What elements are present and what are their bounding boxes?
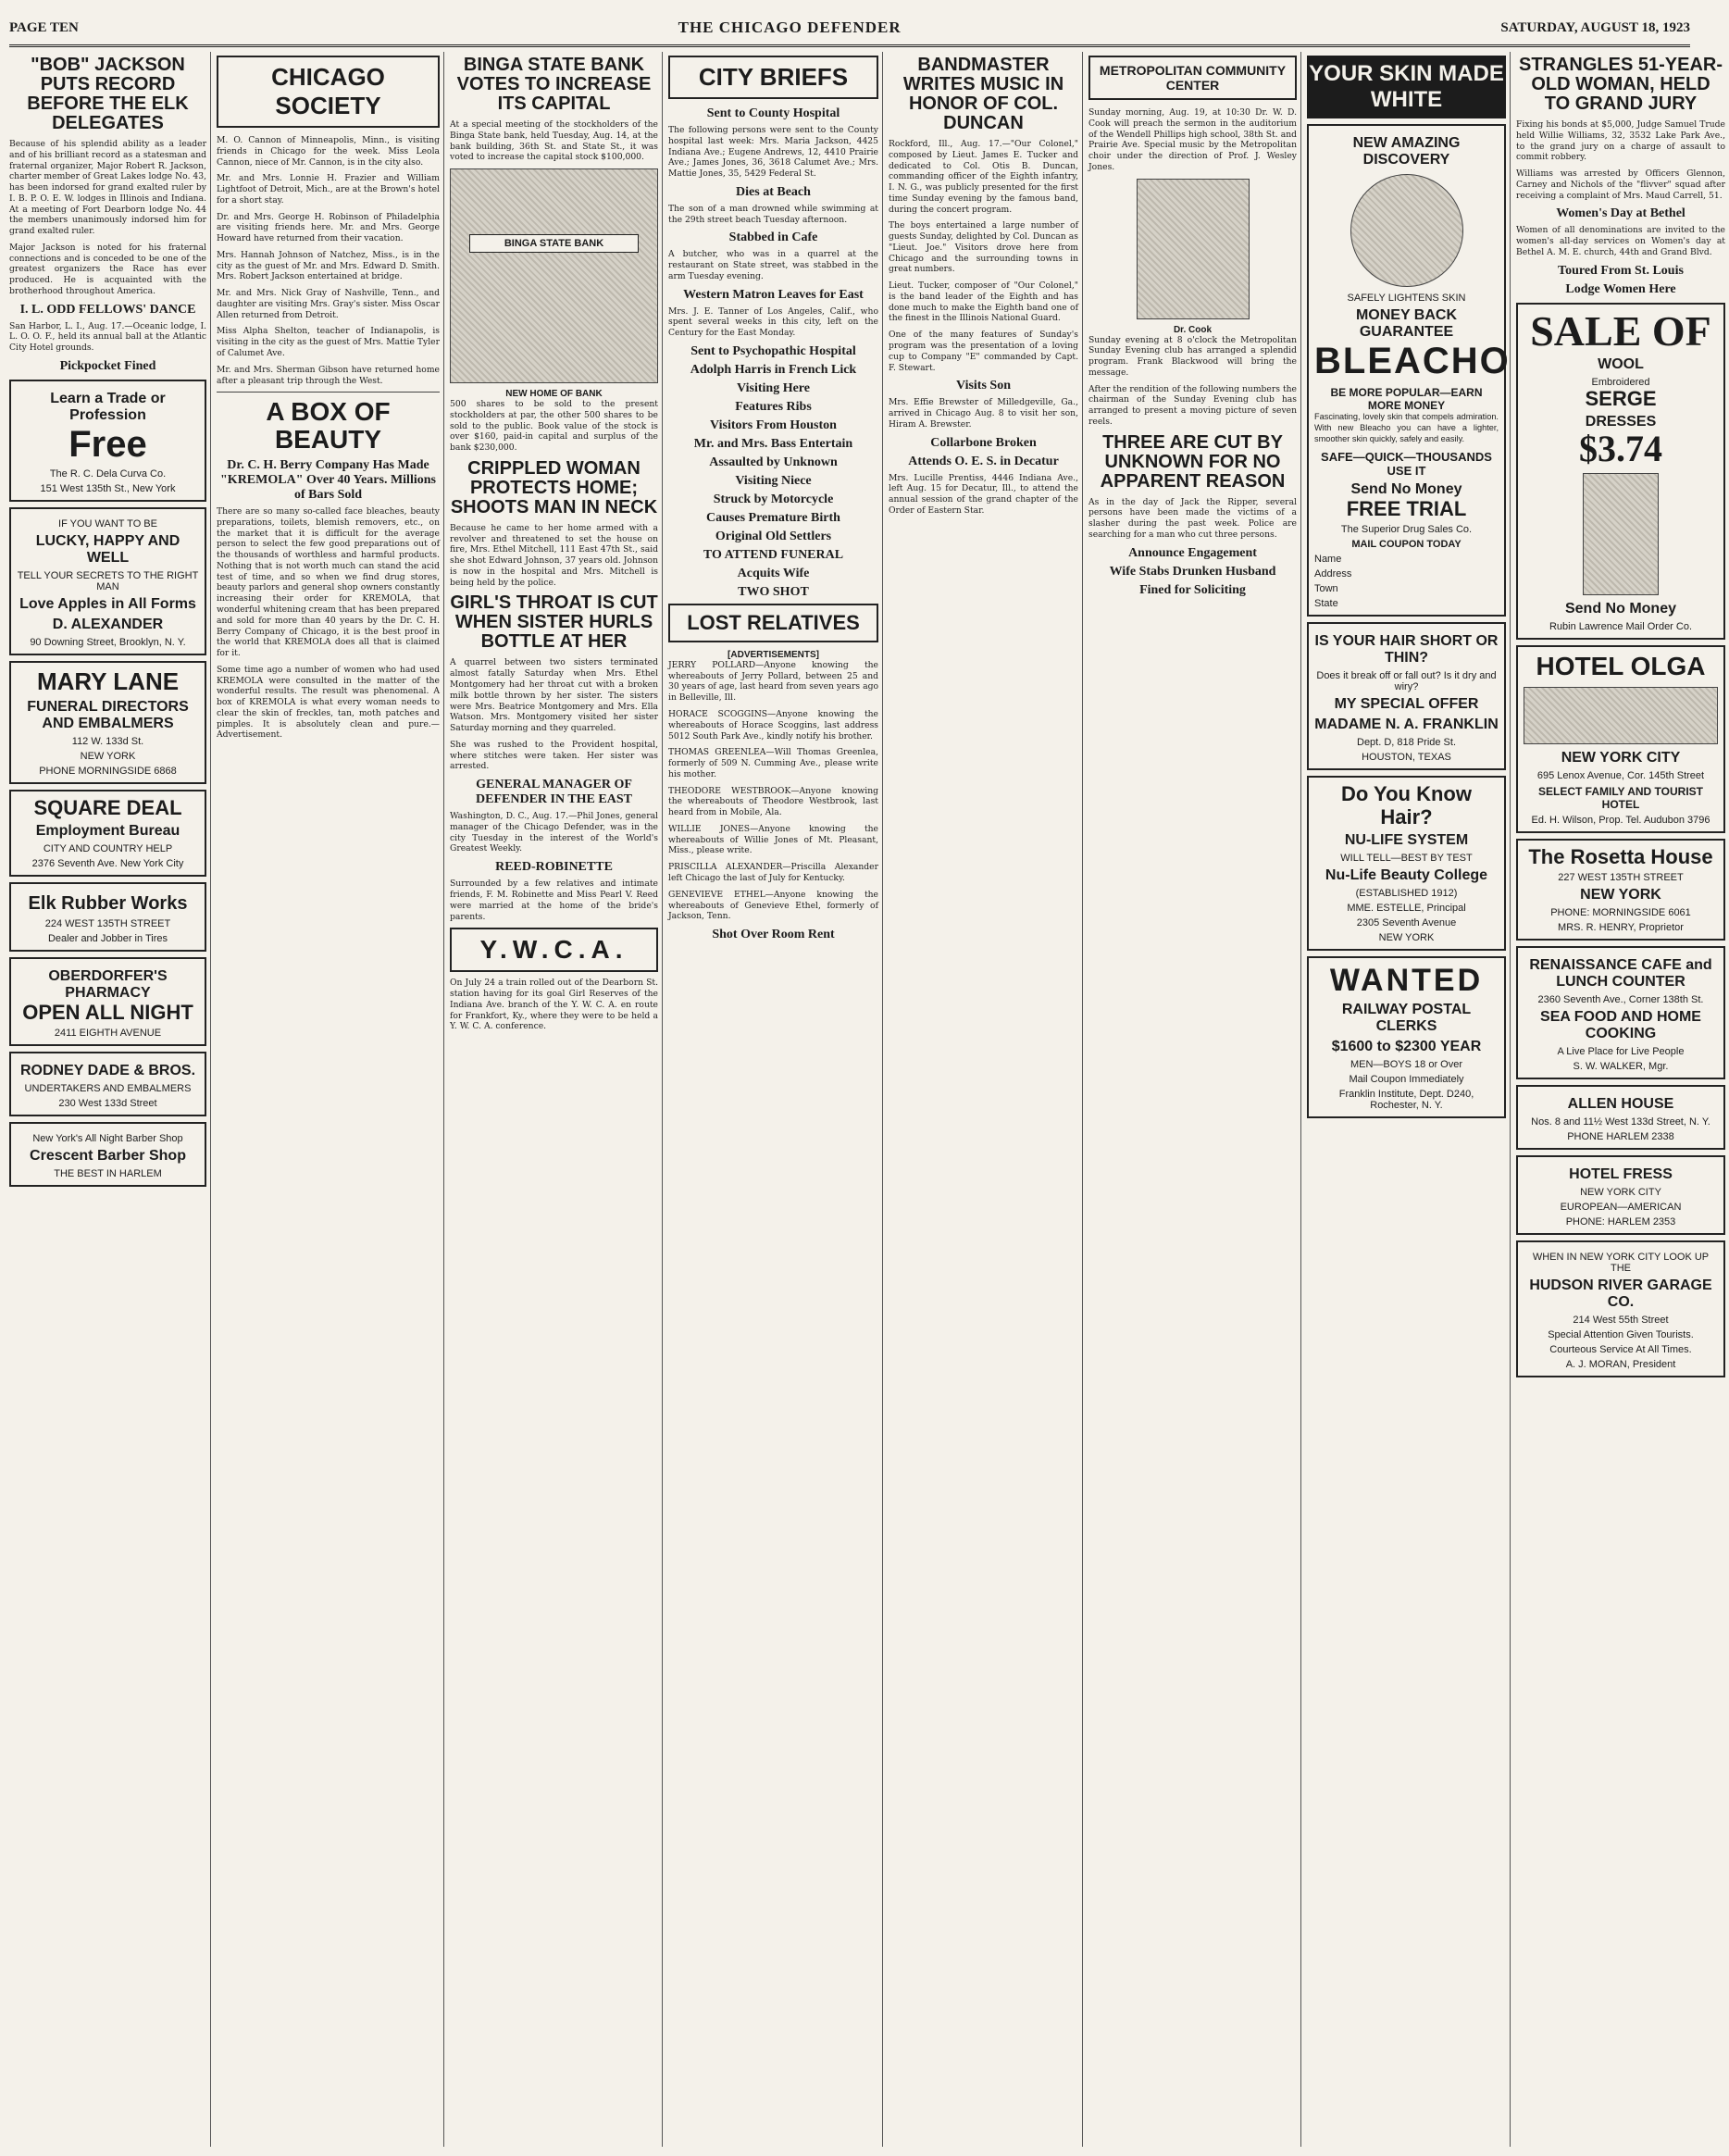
article-text: The boys entertained a large number of guests Sunday, delighted by Col. Duncan as "Lieut. Joe." Visitors drove here from Chicago and the surrounding towns in great numbers. <box>889 220 1078 275</box>
ad-line: Learn a Trade or Profession <box>50 391 166 424</box>
article-text: Surrounded by a few relatives and intimate friends, F. M. Robinette and Miss Pearl V. Reed were married at the home of the bride's parents. <box>450 879 658 922</box>
ad-line: PHONE: MORNINGSIDE 6061 <box>1550 906 1691 918</box>
ad-line: WILL TELL—BEST BY TEST <box>1340 852 1473 864</box>
ad-bleacho <box>1307 124 1511 617</box>
subhead: Dies at Beach <box>736 184 811 199</box>
bleacho-banner: YOUR SKIN MADE WHITE <box>1307 56 1506 118</box>
ad-line: SAFELY LIGHTENS SKIN <box>1347 293 1466 304</box>
ad-square-deal <box>9 790 206 877</box>
ad-line: SAFE—QUICK—THOUSANDS USE IT <box>1321 450 1492 479</box>
ad-line: Elk Rubber Works <box>28 892 188 914</box>
newspaper-name: THE CHICAGO DEFENDER <box>678 19 902 36</box>
subhead: Pickpocket Fined <box>59 359 156 374</box>
column-2 <box>217 52 444 2147</box>
hotel-photo <box>1524 687 1718 744</box>
society-item: Dr. and Mrs. George H. Robinson of Philadelphia are visiting friends here. Mr. and Mrs. George Howard have returned from their vacation. <box>217 211 440 244</box>
lost-item: THEODORE WESTBROOK—Anyone knowing the whereabouts of Theodore Westbrook, last heard from in Mobile, Ala. <box>668 785 878 818</box>
ad-line: SQUARE DEAL <box>33 795 182 819</box>
ad-line: The Rosetta House <box>1528 844 1713 868</box>
article-text: One of the many features of Sunday's program was the presentation of a loving cup to Company "E" commanded by Capt. F. Stewart. <box>889 330 1078 373</box>
ad-line: MEN—BOYS 18 or Over <box>1350 1059 1463 1071</box>
ad-line: 112 W. 133d St. <box>71 735 144 747</box>
ad-line: WOOL <box>1598 355 1644 372</box>
subhead: Struck by Motorcycle <box>713 492 834 506</box>
ad-line: Dealer and Jobber in Tires <box>47 932 168 944</box>
ad-line: FUNERAL DIRECTORS AND EMBALMERS <box>27 698 189 731</box>
ad-line: PHONE HARLEM 2338 <box>1567 1130 1674 1142</box>
ad-line: 695 Lenox Avenue, Cor. 145th Street <box>1536 769 1705 781</box>
ad-line: TELL YOUR SECRETS TO THE RIGHT MAN <box>17 570 199 593</box>
society-item: Miss Alpha Shelton, teacher of Indianapolis, is visiting in the city as the guest of Mrs. Mattie Tyler of Calumet Ave. <box>217 326 440 359</box>
bank-sign: BINGA STATE BANK <box>469 234 639 253</box>
ad-learn-trade <box>9 380 206 502</box>
ad-line: MADAME N. A. FRANKLIN <box>1314 717 1499 733</box>
subhead: Sent to Psychopathic Hospital <box>690 343 856 358</box>
column-1 <box>9 52 211 2147</box>
ad-line: A Live Place for Live People <box>1557 1045 1685 1057</box>
subhead: Toured From St. Louis <box>1558 263 1684 278</box>
ad-garage <box>1516 1240 1725 1377</box>
ad-line: MAIL COUPON TODAY <box>1351 539 1462 551</box>
brief-text: The son of a man drowned while swimming at the 29th street beach Tuesday afternoon. <box>668 203 878 225</box>
woman-portrait <box>1350 174 1463 287</box>
ad-line: Courteous Service At All Times. <box>1549 1343 1692 1355</box>
ad-line: OPEN ALL NIGHT <box>22 1000 193 1024</box>
subhead: Fined for Soliciting <box>1139 582 1246 597</box>
subhead: Sent to County Hospital <box>706 106 840 120</box>
headline-girls-throat: GIRL'S THROAT IS CUT WHEN SISTER HURLS BOTTLE AT HER <box>450 592 658 653</box>
subhead: Stabbed in Cafe <box>728 231 818 245</box>
subhead: Original Old Settlers <box>715 529 832 543</box>
ad-line: NU-LIFE SYSTEM <box>1344 831 1469 848</box>
headline-crippled-woman: CRIPPLED WOMAN PROTECTS HOME; SHOOTS MAN IN NECK <box>450 457 658 517</box>
column-3 <box>450 52 663 2147</box>
coupon-field-town: Town <box>1314 583 1338 595</box>
ad-nulife <box>1307 776 1506 950</box>
ad-line: Dept. D, 818 Pride St. <box>1357 737 1456 749</box>
ad-line: Do You Know Hair? <box>1341 782 1472 829</box>
article-text: Mrs. Effie Brewster of Milledgeville, Ga., arrived in Chicago Aug. 8 to visit her son, Hiram A. Brewster. <box>889 397 1078 430</box>
ad-line: Franklin Institute, Dept. D240, Rochester, N. Y. <box>1338 1089 1474 1112</box>
column-8 <box>1516 52 1729 2147</box>
ad-pharmacy <box>9 957 206 1046</box>
article-text: Some time ago a number of women who had used KREMOLA were consulted in the matter of the wonderful results. The result was phenomenal. A box of KREMOLA is what every woman needs to clear the skin of freckles, tan, moth patches and pimples. It is absolutely clean and pure.—Advertisement. <box>217 664 440 741</box>
ad-line: IS YOUR HAIR SHORT OR THIN? <box>1314 633 1499 667</box>
subhead: Shot Over Room Rent <box>712 928 835 942</box>
ad-line: 90 Downing Street, Brooklyn, N. Y. <box>30 637 186 649</box>
brief-text: Mrs. J. E. Tanner of Los Angeles, Calif., who spent several weeks in this city, left on the Century for the East Monday. <box>668 305 878 339</box>
ad-line: RENAISSANCE CAFE and LUNCH COUNTER <box>1529 956 1712 990</box>
society-item: Mrs. Hannah Johnson of Natchez, Miss., is in the city as the guest of Mr. and Mrs. Edward D. Smith. Mrs. Robert Jackson entertained at bridge. <box>217 249 440 282</box>
society-item: Mr. and Mrs. Nick Gray of Nashville, Tenn., and daughter are visiting Mrs. Gray's sister. Miss Oscar Allen returned from Detroit. <box>217 288 440 320</box>
ad-hotel-olga <box>1516 645 1725 833</box>
subhead: Causes Premature Birth <box>706 510 840 525</box>
headline-lost-relatives: LOST RELATIVES <box>668 604 878 642</box>
ad-line: New York's All Night Barber Shop <box>32 1132 183 1144</box>
dress-illustration <box>1583 473 1659 595</box>
ad-renaissance <box>1516 946 1725 1079</box>
subhead: Wife Stabs Drunken Husband <box>1109 564 1276 579</box>
ad-line: Free <box>68 424 147 466</box>
ad-line: 2376 Seventh Ave. New York City <box>31 857 184 869</box>
subhead: TWO SHOT <box>738 584 809 599</box>
ad-line: Embroidered <box>1591 376 1650 388</box>
article-text: On July 24 a train rolled out of the Dearborn St. station having for its goal Girl Reserves of the Indiana Ave. branch of the Y. W. C. A. en route for Frankfort, Ky., where they were to be held a Y. W. C. A. conference. <box>450 978 658 1032</box>
headline-bandmaster: BANDMASTER WRITES MUSIC IN HONOR OF COL. DUNCAN <box>902 55 1064 133</box>
article-text: Because he came to her home armed with a revolver and threatened to set the house on fire, Mrs. Ethel Mitchell, 111 East 47th St., said she shot Edward Johnson, 37 years old. Johnson is now in the hospital and Mrs. Mitchell is being held by the police. <box>450 522 658 588</box>
column-6 <box>1088 52 1301 2147</box>
ad-line: SEA FOOD AND HOME COOKING <box>1540 1008 1701 1041</box>
ad-line: WANTED <box>1329 962 1484 998</box>
column-5 <box>889 52 1083 2147</box>
brief-text: A butcher, who was in a quarrel at the restaurant on State street, was stabbed in the arm Tuesday evening. <box>668 249 878 281</box>
headline-binga-bank: BINGA STATE BANK VOTES TO INCREASE ITS CAPITAL <box>456 55 652 114</box>
bank-building-photo <box>450 168 658 383</box>
ad-line: UNDERTAKERS AND EMBALMERS <box>24 1082 192 1094</box>
lost-item: WILLIE JONES—Anyone knowing the whereabouts of Willie Jones of Mt. Pleasant, Miss., please write. <box>668 823 878 856</box>
photo-caption: NEW HOME OF BANK <box>505 389 603 400</box>
subhead: Collarbone Broken <box>930 435 1037 450</box>
ad-line: NEW YORK CITY <box>1580 1186 1661 1198</box>
article-text: Sunday evening at 8 o'clock the Metropolitan Sunday Evening club has arranged a splendid program. Frank Blackwood will bring the message. <box>1088 334 1297 378</box>
issue-date: SATURDAY, AUGUST 18, 1923 <box>1500 19 1690 35</box>
headline-jackson: "BOB" JACKSON PUTS RECORD BEFORE THE ELK DELEGATES <box>27 55 189 133</box>
subhead: Visits Son <box>955 379 1011 393</box>
article-text: A quarrel between two sisters terminated almost fatally Saturday when Mrs. Ethel Montgomery had her throat cut with a broken milk bottle thrown by her sister. The sisters were Mrs. Beatrice Montgomery and Mrs. Ella Watson. Mrs. Montgomery visited her sister Saturday morning and they quarreled. <box>450 657 658 734</box>
ad-line: 2411 EIGHTH AVENUE <box>54 1027 162 1039</box>
ad-line: HOTEL OLGA <box>1536 651 1706 680</box>
ad-line: OBERDORFER'S PHARMACY <box>48 967 168 1001</box>
lost-subhead: [ADVERTISEMENTS] <box>728 649 819 660</box>
ad-rosetta <box>1516 839 1725 941</box>
ad-line: Special Attention Given Tourists. <box>1548 1328 1694 1340</box>
ad-line: HOTEL FRESS <box>1569 1165 1673 1182</box>
ad-line: SELECT FAMILY AND TOURIST HOTEL <box>1537 784 1704 811</box>
portrait-dr-cook <box>1137 179 1250 319</box>
ad-line: FREE TRIAL <box>1346 497 1467 521</box>
ad-lucky <box>9 507 206 655</box>
ad-line: NEW YORK CITY <box>1561 749 1681 766</box>
page-columns <box>9 52 1725 2147</box>
ad-line: DRESSES <box>1585 413 1657 430</box>
ad-wanted <box>1307 956 1506 1118</box>
lost-item: PRISCILLA ALEXANDER—Priscilla Alexander left Chicago the last of July for Kentucky. <box>668 862 878 883</box>
ad-line: MME. ESTELLE, Principal <box>1347 902 1466 914</box>
ad-line: ALLEN HOUSE <box>1567 1095 1674 1112</box>
ad-line: The Superior Drug Sales Co. <box>1340 524 1473 536</box>
subhead: Visitors From Houston <box>710 417 837 432</box>
ywca-emblem: Y.W.C.A. <box>450 928 658 972</box>
ad-elk-rubber <box>9 882 206 952</box>
subhead: Announce Engagement <box>1128 545 1257 560</box>
subhead: Mr. and Mrs. Bass Entertain <box>693 436 853 451</box>
article-text: Mrs. Lucille Prentiss, 4446 Indiana Ave., left Aug. 15 for Decatur, Ill., to attend the annual session of the grand chapter of the Order of Eastern Star. <box>889 472 1078 516</box>
ad-line: 2305 Seventh Avenue <box>1356 916 1457 928</box>
ad-line: PHONE MORNINGSIDE 6868 <box>39 765 177 777</box>
ad-line: NEW YORK <box>80 750 136 762</box>
ad-line: NEW AMAZING DISCOVERY <box>1352 135 1461 168</box>
article-text: Because of his splendid ability as a leader and of his brilliant record as a statesman and fraternal organizer, Major Robert R. Jackson, charter member of Great Lakes lodge No. 43, has been indorsed for grand exalted ruler by I. B. P. O. E. W. lodges in Illinois and Indiana. At a meeting of Fort Dearborn lodge No. 44 the members unanimously indorsed him for grand exalted ruler. <box>9 139 206 237</box>
article-text: Rockford, Ill., Aug. 17.—"Our Colonel," composed by Lieut. James E. Tucker and dedicated to Col. Otis B. Duncan, commanding officer of the Eighth infantry, I. N. G., was publicly presented for the first time Sunday evening by the famous band, during the concert program. <box>889 139 1078 215</box>
portrait-caption: Dr. Cook <box>1173 324 1213 335</box>
ad-line: Does it break off or fall out? Is it dry and wiry? <box>1316 670 1497 693</box>
ad-line: BE MORE POPULAR—EARN MORE MONEY <box>1330 386 1483 412</box>
ad-line: The R. C. Dela Curva Co. <box>49 468 167 480</box>
bleacho-brand: BLEACHO <box>1314 341 1511 381</box>
article-text: San Harbor, L. I., Aug. 17.—Oceanic lodge, I. L. O. O. F., held its annual ball at the Atlantic City Hotel grounds. <box>9 320 206 354</box>
ad-line: SERGE <box>1585 386 1657 410</box>
headline-strangles: STRANGLES 51-YEAR-OLD WOMAN, HELD TO GRAND JURY <box>1518 55 1723 114</box>
article-text: Lieut. Tucker, composer of "Our Colonel," is the band leader of the Eighth and has done much to make the Eighth band one of the finest in the Illinois National Guard. <box>889 280 1078 324</box>
ad-barber <box>9 1122 206 1187</box>
column-7 <box>1307 52 1511 2147</box>
ad-line: Send No Money <box>1350 481 1462 498</box>
ad-line: 214 West 55th Street <box>1573 1314 1669 1326</box>
ad-line: MY SPECIAL OFFER <box>1334 696 1479 713</box>
ad-rodney-dade <box>9 1052 206 1116</box>
ad-line: RODNEY DADE & BROS. <box>19 1062 196 1078</box>
subhead: REED-ROBINETTE <box>495 860 613 875</box>
ad-line: THE BEST IN HARLEM <box>54 1167 162 1179</box>
article-text: Washington, D. C., Aug. 17.—Phil Jones, general manager of the Chicago Defender, was in the city Tuesday in the interest of the World's Greatest Weekly. <box>450 811 658 854</box>
subhead: Visiting Here <box>737 380 810 395</box>
ad-line: HUDSON RIVER GARAGE CO. <box>1529 1277 1712 1310</box>
ad-line: S. W. WALKER, Mgr. <box>1573 1060 1669 1072</box>
article-text: After the rendition of the following numbers the chairman of the Sunday Evening club has arranged to present a moving picture of seven reels. <box>1088 383 1297 427</box>
ad-line: (ESTABLISHED 1912) <box>1355 887 1458 899</box>
coupon-field-name: Name <box>1314 554 1342 566</box>
ad-line: 227 WEST 135TH STREET <box>1558 871 1684 883</box>
ad-line: 2360 Seventh Ave., Corner 138th St. <box>1537 993 1704 1005</box>
ad-mary-lane <box>9 661 206 784</box>
ad-line: SALE OF <box>1530 306 1711 355</box>
ad-line: NEW YORK <box>1378 931 1435 943</box>
article-text: Fixing his bonds at $5,000, Judge Samuel Trude held Willie Williams, 32, 3532 Lake Park Ave., to the grand jury on a charge of assault to commit robbery. <box>1516 119 1725 163</box>
ad-line: 151 West 135th St., New York <box>40 483 176 495</box>
ad-line: MONEY BACK GUARANTEE <box>1355 307 1458 340</box>
coupon-field-state: State <box>1314 598 1338 610</box>
ad-line: Nu-Life Beauty College <box>1325 866 1488 883</box>
ad-line: Nos. 8 and 11½ West 133d Street, N. Y. <box>1531 1115 1710 1128</box>
ad-line: WHEN IN NEW YORK CITY LOOK UP THE <box>1532 1251 1710 1274</box>
ad-price: $3.74 <box>1579 427 1662 469</box>
ad-line: Love Apples in All Forms <box>19 596 196 613</box>
society-item: M. O. Cannon of Minneapolis, Minn., is visiting friends in Chicago for the week. Miss Leola Cannon, niece of Mr. Cannon, is in the city also. <box>217 135 440 168</box>
subhead: TO ATTEND FUNERAL <box>703 547 844 562</box>
ad-line: Send No Money <box>1564 600 1676 617</box>
ad-hotel-fress <box>1516 1155 1725 1235</box>
ad-hair-short <box>1307 622 1506 770</box>
headline-city-briefs: CITY BRIEFS <box>668 56 878 99</box>
society-item: Mr. and Mrs. Lonnie H. Frazier and William Lightfoot of Detroit, Mich., are at the Brown's hotel for a short stay. <box>217 173 440 206</box>
subhead: I. L. ODD FELLOWS' DANCE <box>19 302 196 317</box>
ad-line: Rubin Lawrence Mail Order Co. <box>1549 620 1693 632</box>
ad-line: MRS. R. HENRY, Proprietor <box>1558 921 1684 933</box>
article-text: There are so many so-called face bleaches, beauty preparations, toilets, blemish removers, etc., on the market that it is difficult for the average person to select the few good preparations out of the thousands of worthless and harmful products. Nothing that is not worth much can stand the acid test of time, and so when we find drug stores, beauty parlors and general shop owners constantly increasing their order for KREMOLA, that wonderful whitening cream that has been prepared and sold for more than 40 years by the Dr. C. H. Berry Company of Chicago, it is the best proof in the world that KREMOLA does all that is claimed for it. <box>217 506 440 659</box>
masthead <box>9 11 1690 47</box>
ad-line: $1600 to $2300 YEAR <box>1331 1039 1482 1055</box>
ad-line: 230 West 133d Street <box>58 1097 157 1109</box>
ad-line: NEW YORK <box>1580 886 1661 903</box>
article-text: At a special meeting of the stockholders of the Binga State bank, held Tuesday, Aug. 14, at the bank building, 36th St. and State St., it was voted to increase the capital stock $100,000. <box>450 119 658 163</box>
ad-line: Crescent Barber Shop <box>30 1147 186 1164</box>
ad-line: Mail Coupon Immediately <box>1349 1074 1464 1086</box>
lost-item: THOMAS GREENLEA—Will Thomas Greenlea, formerly of 509 N. Cumming Ave., please write his mother. <box>668 747 878 779</box>
lost-item: GENEVIEVE ETHEL—Anyone knowing the whereabouts of Genevieve Ethel, formerly of Jackson, Tenn. <box>668 889 878 922</box>
subhead: Visiting Niece <box>735 473 812 488</box>
subhead: GENERAL MANAGER OF DEFENDER IN THE EAST <box>476 778 632 807</box>
headline-box-of-beauty: A BOX OF BEAUTY <box>266 397 391 454</box>
page-number: PAGE TEN <box>9 19 79 35</box>
article-text: She was rushed to the Provident hospital, where stitches were taken. Her sister was arrested. <box>450 739 658 772</box>
headline-three-cut: THREE ARE CUT BY UNKNOWN FOR NO APPARENT REASON <box>1100 431 1286 492</box>
subhead: Attends O. E. S. in Decatur <box>908 454 1059 468</box>
ad-body: Fascinating, lovely skin that compels admiration. With new Bleacho you can have a lighter, smoother skin quickly, safely and easily. <box>1314 412 1499 443</box>
headline-metropolitan: METROPOLITAN COMMUNITY CENTER <box>1088 56 1297 100</box>
ad-line: CITY AND COUNTRY HELP <box>43 842 173 854</box>
column-4 <box>668 52 883 2147</box>
lost-item: HORACE SCOGGINS—Anyone knowing the whereabouts of Horace Scoggins, last address 5012 South Park Ave., kindly notify his brother. <box>668 709 878 742</box>
divider <box>217 392 440 393</box>
ad-line: PHONE: HARLEM 2353 <box>1565 1215 1676 1228</box>
ad-line: IF YOU WANT TO BE <box>58 518 157 530</box>
article-text: Sunday morning, Aug. 19, at 10:30 Dr. W. D. Cook will preach the sermon in the auditorium of the Wendell Phillips high school, 38th St. and Prairie Ave. Special music by the Metropolitan choir under the direction of Prof. J. Wesley Jones. <box>1088 107 1297 172</box>
ad-line: A. J. MORAN, President <box>1565 1358 1676 1370</box>
subhead: Western Matron Leaves for East <box>683 287 864 302</box>
subhead: Features Ribs <box>735 399 812 414</box>
ad-line: D. ALEXANDER <box>52 617 164 633</box>
article-text: Williams was arrested by Officers Glennon, Carney and Nichols of the "flivver" squad after receiving a complaint of Mrs. Maud Carrell, 51. <box>1516 168 1725 201</box>
headline-chicago-society: CHICAGO SOCIETY <box>217 56 440 128</box>
ad-line: HOUSTON, TEXAS <box>1362 752 1451 764</box>
ad-line: 224 WEST 135TH STREET <box>44 917 171 929</box>
article-text: 500 shares to be sold to the present stockholders at par, the other 500 shares to be sold to the public. Book value of the stock is over $160, paid-in capital and surplus of the bank $230,000. <box>450 399 658 454</box>
ad-line: MARY LANE <box>36 667 180 696</box>
ad-allen-house <box>1516 1085 1725 1150</box>
coupon-field-address: Address <box>1314 568 1352 580</box>
brief-text: The following persons were sent to the County hospital last week: Mrs. Maria Jackson, 4425 Indiana Ave.; Eugene Andrews, 12, 4410 Prairie Ave.; James Jones, 36, 3618 Calumet Ave.; Mrs. Mattie Jones, 35, 5429 Federal St. <box>668 125 878 180</box>
society-item: Mr. and Mrs. Sherman Gibson have returned home after a pleasant trip through the West. <box>217 364 440 386</box>
article-text: As in the day of Jack the Ripper, several persons have been made the victims of a slasher during the past week. Police are searching for a man who cut three persons. <box>1088 496 1297 541</box>
subhead: Assaulted by Unknown <box>709 455 838 469</box>
ad-line: EUROPEAN—AMERICAN <box>1560 1201 1682 1213</box>
ad-sale-dresses <box>1516 303 1725 640</box>
ad-line: LUCKY, HAPPY AND WELL <box>35 533 180 567</box>
subhead: Dr. C. H. Berry Company Has Made "KREMOLA" Over 40 Years. Millions of Bars Sold <box>220 458 436 503</box>
subhead: Acquits Wife <box>737 566 810 580</box>
subhead: Lodge Women Here <box>1565 281 1676 296</box>
ad-line: Ed. H. Wilson, Prop. Tel. Audubon 3796 <box>1531 814 1710 826</box>
subhead: Adolph Harris in French Lick <box>690 362 857 377</box>
ad-line: RAILWAY POSTAL CLERKS <box>1341 1002 1472 1035</box>
article-text: Major Jackson is noted for his fraternal connections and is conceded to be one of the greatest organizers the Race has ever produced. He is acquainted with the brotherhood throughout America. <box>9 242 206 296</box>
subhead: Women's Day at Bethel <box>1556 206 1685 221</box>
article-text: Women of all denominations are invited to the women's all-day services on Women's day at Bethel A. M. E. church, 44th and Grand Blvd. <box>1516 225 1725 257</box>
ad-line: Employment Bureau <box>35 822 180 839</box>
lost-item: JERRY POLLARD—Anyone knowing the whereabouts of Jerry Pollard, between 25 and 30 years of age, last heard from seven years ago in Belleville, Ill. <box>668 659 878 704</box>
